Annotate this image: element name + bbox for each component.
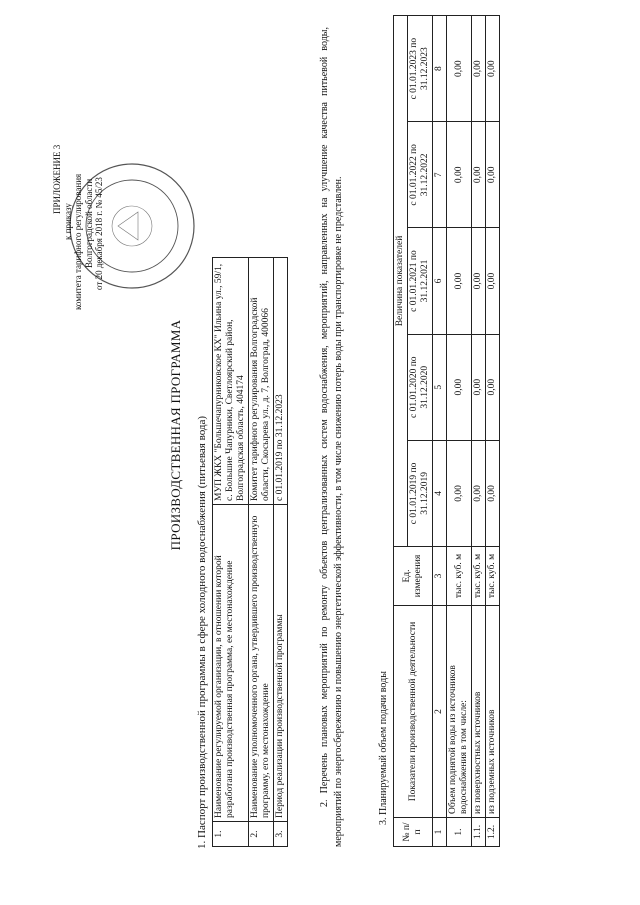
column-number: 2 <box>433 606 447 818</box>
col-header-unit: Ед. измерения <box>394 547 433 606</box>
row-value: МУП ЖКХ "Большечапурниковское КХ" Ильина ул., 59/1, с. Большие Чапурники, Светлоярский район, Волгоградская область, 404174 <box>213 258 249 505</box>
column-number: 3 <box>433 547 447 606</box>
row-value: 0,00 <box>472 440 486 546</box>
row-number: 2. <box>249 822 274 847</box>
column-number: 8 <box>433 16 447 122</box>
column-number: 7 <box>433 122 447 228</box>
column-number: 4 <box>433 440 447 546</box>
section-2-paragraph: 2. Перечень плановых мероприятий по ремонту объектов централизованных систем водоснабжения, мероприятий, направленных на улучшение качества питьевой воды, мероприятий по энергосбережению и повышению энергетической эффективности, в том числе снижению потерь воды при транспортировке не представлен. <box>319 27 344 847</box>
col-header-period: с 01.01.2022 по 31.12.2022 <box>408 122 433 228</box>
row-value: 0,00 <box>472 228 486 334</box>
col-header-period: с 01.01.2023 по 31.12.2023 <box>408 16 433 122</box>
header-line: к приказу <box>62 203 73 240</box>
column-number: 1 <box>433 818 447 847</box>
row-number: 1. <box>447 818 472 847</box>
row-value: 0,00 <box>447 16 472 122</box>
col-header-values: Величина показателей <box>394 16 408 547</box>
header-line: комитета тарифного регулирования <box>73 173 83 310</box>
row-value: 0,00 <box>472 16 486 122</box>
table-row <box>249 258 274 847</box>
col-header-period: с 01.01.2020 по 31.12.2020 <box>408 334 433 440</box>
section-3-heading: 3. Планируемый объем подачи воды <box>378 671 389 825</box>
col-header-period: с 01.01.2019 по 31.12.2019 <box>408 440 433 546</box>
row-value: 0,00 <box>447 334 472 440</box>
row-number: 1.2. <box>486 818 500 847</box>
table-row <box>213 258 249 847</box>
row-value: 0,00 <box>486 122 500 228</box>
row-number: 3. <box>274 822 288 847</box>
row-value: Комитет тарифного регулирования Волгоградской области, Скосырева ул., д. 7, Волгоград, 400066 <box>249 258 274 505</box>
section-1-heading: 1. Паспорт производственной программы в сфере холодного водоснабжения (питьевая вода) <box>196 415 208 849</box>
row-label: Период реализации производственной программы <box>274 505 288 822</box>
col-header-period: с 01.01.2021 по 31.12.2021 <box>408 228 433 334</box>
header-line: Волгоградской области <box>83 178 94 268</box>
appendix-label: ПРИЛОЖЕНИЕ 3 <box>52 144 62 214</box>
water-volume-table <box>393 15 500 847</box>
row-value: 0,00 <box>486 334 500 440</box>
row-label: Наименование регулируемой организации, в отношении которой разработана производственная программа, ее местонахождение <box>213 505 249 822</box>
row-value: 0,00 <box>447 440 472 546</box>
row-unit: тыс. куб. м <box>486 547 500 606</box>
row-unit: тыс. куб. м <box>447 547 472 606</box>
column-number: 5 <box>433 334 447 440</box>
row-label: из поверхностных источников <box>472 606 486 818</box>
row-value: 0,00 <box>486 228 500 334</box>
row-label: Наименование уполномоченного органа, утвердившего производственную программу, его местонахождение <box>249 505 274 822</box>
row-value: 0,00 <box>447 122 472 228</box>
row-value: 0,00 <box>447 228 472 334</box>
row-value: 0,00 <box>472 122 486 228</box>
header-line: от 20 декабря 2018 г. № 45/23 <box>94 177 104 290</box>
col-header-num: № п/п <box>394 818 433 847</box>
row-value: 0,00 <box>486 440 500 546</box>
row-label: из подземных источников <box>486 606 500 818</box>
row-label: Объем поднятой воды из источников водоснабжения в том числе: <box>447 606 472 818</box>
header-row <box>394 16 408 847</box>
row-value: с 01.01.2019 по 31.12.2023 <box>274 258 288 505</box>
table-row <box>472 16 486 847</box>
document-title: ПРОИЗВОДСТВЕННАЯ ПРОГРАММА <box>168 319 183 551</box>
col-header-indicator: Показатели производственной деятельности <box>394 606 433 818</box>
table-row <box>274 258 288 847</box>
table-row <box>486 16 500 847</box>
row-value: 0,00 <box>486 16 500 122</box>
appendix-header <box>52 70 105 310</box>
column-number-row <box>433 16 447 847</box>
row-number: 1. <box>213 822 249 847</box>
row-value: 0,00 <box>472 334 486 440</box>
table-row <box>447 16 472 847</box>
passport-table <box>212 257 288 847</box>
row-number: 1.1. <box>472 818 486 847</box>
row-unit: тыс. куб. м <box>472 547 486 606</box>
column-number: 6 <box>433 228 447 334</box>
